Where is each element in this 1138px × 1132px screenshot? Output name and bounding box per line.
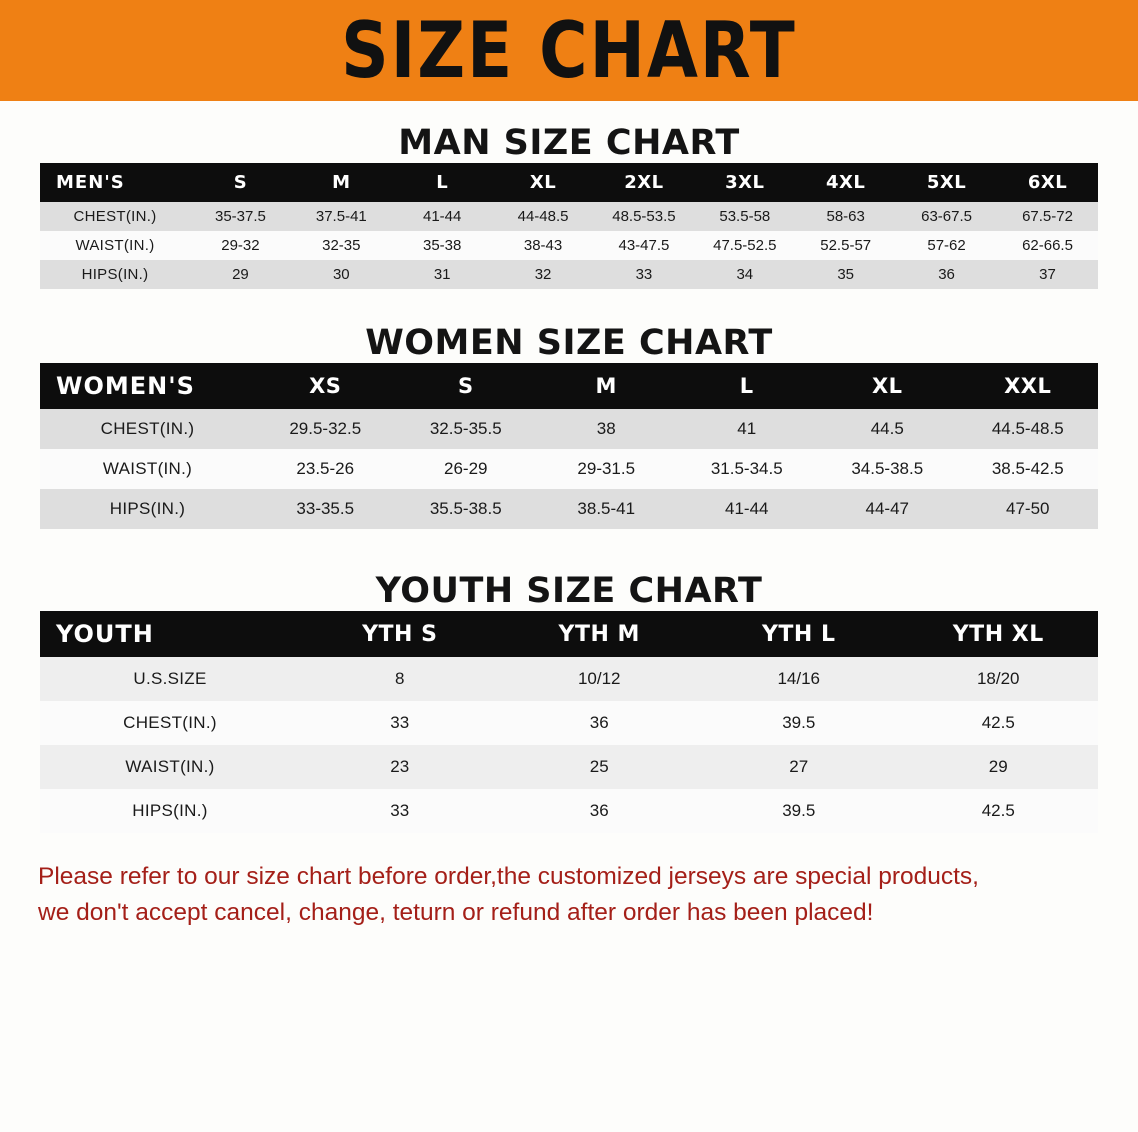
- man-table-wrap: [0, 163, 1138, 289]
- man-r1c5: 47.5-52.5: [694, 231, 795, 260]
- table-row: [40, 409, 1098, 449]
- table-header-row: [40, 163, 1098, 202]
- man-col-0: S: [190, 163, 291, 202]
- disclaimer-line-2: we don't accept cancel, change, teturn or refund after order has been placed!: [38, 898, 874, 926]
- women-r1c3: 31.5-34.5: [677, 449, 818, 489]
- women-r2c3: 41-44: [677, 489, 818, 529]
- women-r1c2: 29-31.5: [536, 449, 677, 489]
- women-r2c4: 44-47: [817, 489, 958, 529]
- youth-r0c0: 8: [300, 657, 500, 701]
- man-col-3: XL: [493, 163, 594, 202]
- youth-col-3: YTH XL: [899, 611, 1099, 657]
- man-r1c4: 43-47.5: [594, 231, 695, 260]
- man-r2c7: 36: [896, 260, 997, 289]
- youth-r2c3: 29: [899, 745, 1099, 789]
- man-r0c6: 58-63: [795, 202, 896, 231]
- disclaimer-note: [38, 859, 1100, 930]
- man-r0c3: 44-48.5: [493, 202, 594, 231]
- women-r2c2: 38.5-41: [536, 489, 677, 529]
- man-r0c8: 67.5-72: [997, 202, 1098, 231]
- women-col-5: XXL: [958, 363, 1099, 409]
- man-r2c0: 29: [190, 260, 291, 289]
- man-r1c8: 62-66.5: [997, 231, 1098, 260]
- man-r0c7: 63-67.5: [896, 202, 997, 231]
- table-header-row: [40, 363, 1098, 409]
- table-row: [40, 260, 1098, 289]
- man-col-6: 4XL: [795, 163, 896, 202]
- man-col-4: 2XL: [594, 163, 695, 202]
- man-col-8: 6XL: [997, 163, 1098, 202]
- youth-row-header: YOUTH: [40, 611, 300, 657]
- man-r0c5: 53.5-58: [694, 202, 795, 231]
- youth-r1c0: 33: [300, 701, 500, 745]
- women-r1c4: 34.5-38.5: [817, 449, 958, 489]
- women-section-heading: WOMEN SIZE CHART: [365, 323, 773, 363]
- table-row: [40, 449, 1098, 489]
- man-row-2-label: HIPS(IN.): [40, 260, 190, 289]
- women-r2c5: 47-50: [958, 489, 1099, 529]
- man-r0c0: 35-37.5: [190, 202, 291, 231]
- youth-row-3-label: HIPS(IN.): [40, 789, 300, 833]
- man-r1c7: 57-62: [896, 231, 997, 260]
- man-r0c1: 37.5-41: [291, 202, 392, 231]
- page-title: SIZE CHART: [341, 4, 797, 96]
- women-r0c4: 44.5: [817, 409, 958, 449]
- youth-row-1-label: CHEST(IN.): [40, 701, 300, 745]
- women-table-wrap: [0, 363, 1138, 529]
- man-col-1: M: [291, 163, 392, 202]
- man-r2c3: 32: [493, 260, 594, 289]
- man-row-header: MEN'S: [40, 163, 190, 202]
- women-r1c1: 26-29: [396, 449, 537, 489]
- youth-row-0-label: U.S.SIZE: [40, 657, 300, 701]
- youth-r0c1: 10/12: [500, 657, 700, 701]
- table-row: [40, 789, 1098, 833]
- women-r1c5: 38.5-42.5: [958, 449, 1099, 489]
- youth-table-wrap: [0, 611, 1138, 833]
- women-r2c0: 33-35.5: [255, 489, 396, 529]
- disclaimer-line-1: Please refer to our size chart before order,the customized jerseys are special products,: [38, 863, 979, 890]
- youth-r1c1: 36: [500, 701, 700, 745]
- page-banner: [0, 0, 1138, 101]
- women-r2c1: 35.5-38.5: [396, 489, 537, 529]
- youth-r1c2: 39.5: [699, 701, 899, 745]
- youth-r2c1: 25: [500, 745, 700, 789]
- man-col-2: L: [392, 163, 493, 202]
- table-row: [40, 231, 1098, 260]
- man-r1c2: 35-38: [392, 231, 493, 260]
- women-col-0: XS: [255, 363, 396, 409]
- man-r1c3: 38-43: [493, 231, 594, 260]
- table-row: [40, 701, 1098, 745]
- youth-row-2-label: WAIST(IN.): [40, 745, 300, 789]
- table-header-row: [40, 611, 1098, 657]
- women-r0c5: 44.5-48.5: [958, 409, 1099, 449]
- youth-section-heading: YOUTH SIZE CHART: [375, 571, 763, 611]
- youth-col-1: YTH M: [500, 611, 700, 657]
- man-row-0-label: CHEST(IN.): [40, 202, 190, 231]
- women-row-1-label: WAIST(IN.): [40, 449, 255, 489]
- women-r0c3: 41: [677, 409, 818, 449]
- youth-r2c0: 23: [300, 745, 500, 789]
- youth-r3c3: 42.5: [899, 789, 1099, 833]
- women-row-0-label: CHEST(IN.): [40, 409, 255, 449]
- youth-r1c3: 42.5: [899, 701, 1099, 745]
- women-r0c1: 32.5-35.5: [396, 409, 537, 449]
- man-r2c4: 33: [594, 260, 695, 289]
- man-col-5: 3XL: [694, 163, 795, 202]
- man-r2c8: 37: [997, 260, 1098, 289]
- man-r1c6: 52.5-57: [795, 231, 896, 260]
- women-row-header: WOMEN'S: [40, 363, 255, 409]
- man-r2c5: 34: [694, 260, 795, 289]
- man-r1c1: 32-35: [291, 231, 392, 260]
- women-row-2-label: HIPS(IN.): [40, 489, 255, 529]
- man-r2c1: 30: [291, 260, 392, 289]
- women-col-2: M: [536, 363, 677, 409]
- women-col-4: XL: [817, 363, 958, 409]
- youth-r0c3: 18/20: [899, 657, 1099, 701]
- women-size-table: [40, 363, 1098, 529]
- man-col-7: 5XL: [896, 163, 997, 202]
- table-row: [40, 745, 1098, 789]
- youth-r2c2: 27: [699, 745, 899, 789]
- women-r0c0: 29.5-32.5: [255, 409, 396, 449]
- man-r2c6: 35: [795, 260, 896, 289]
- youth-col-2: YTH L: [699, 611, 899, 657]
- youth-col-0: YTH S: [300, 611, 500, 657]
- table-row: [40, 489, 1098, 529]
- women-col-1: S: [396, 363, 537, 409]
- man-row-1-label: WAIST(IN.): [40, 231, 190, 260]
- youth-size-table: [40, 611, 1098, 833]
- youth-r3c2: 39.5: [699, 789, 899, 833]
- man-r0c4: 48.5-53.5: [594, 202, 695, 231]
- women-r1c0: 23.5-26: [255, 449, 396, 489]
- man-r0c2: 41-44: [392, 202, 493, 231]
- table-row: [40, 657, 1098, 701]
- table-row: [40, 202, 1098, 231]
- youth-r0c2: 14/16: [699, 657, 899, 701]
- man-r2c2: 31: [392, 260, 493, 289]
- man-section-heading: MAN SIZE CHART: [398, 123, 740, 163]
- man-size-table: [40, 163, 1098, 289]
- man-r1c0: 29-32: [190, 231, 291, 260]
- youth-r3c1: 36: [500, 789, 700, 833]
- women-r0c2: 38: [536, 409, 677, 449]
- youth-r3c0: 33: [300, 789, 500, 833]
- women-col-3: L: [677, 363, 818, 409]
